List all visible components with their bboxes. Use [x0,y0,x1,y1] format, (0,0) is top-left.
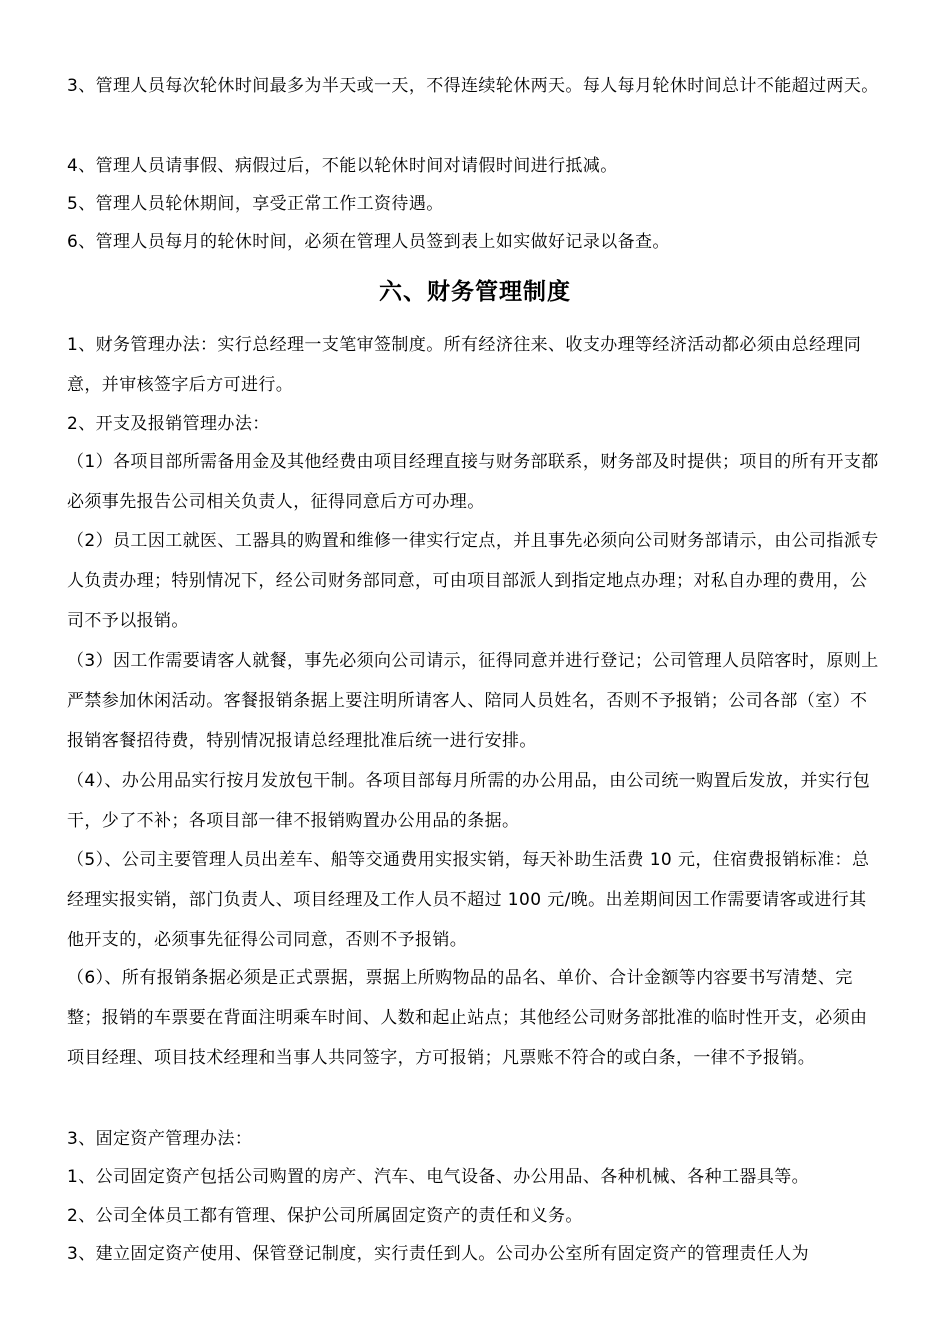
rule-item: 1、公司固定资产包括公司购置的房产、汽车、电气设备、办公用品、各种机械、各种工器具等。 [67,1167,810,1187]
rule-item: （6）、所有报销条据必须是正式票据，票据上所购物品的品名、单价、合计金额等内容要书写清楚、完整；报销的车票要在背面注明乘车时间、人数和起止站点；其他经公司财务部批准的临时性开支，必须由项目经理、项目技术经理和当事人共同签字，方可报销；凡票账不符合的或白条，一律不予报销。 [67,968,868,1068]
rule-item: 3、建立固定资产使用、保管登记制度，实行责任到人。公司办公室所有固定资产的管理责任人为 [67,1244,810,1264]
rule-item: （3）因工作需要请客人就餐，事先必须向公司请示，征得同意并进行登记；公司管理人员陪客时，原则上严禁参加休闲活动。客餐报销条据上要注明所请客人、陪同人员姓名，否则不予报销；公司各部（室）不报销客餐招待费，特别情况报请总经理批准后统一进行安排。 [67,651,879,751]
rule-item: 3、管理人员每次轮休时间最多为半天或一天，不得连续轮休两天。每人每月轮休时间总计不能超过两天。 [67,76,879,96]
rule-item: 4、管理人员请事假、病假过后，不能以轮休时间对请假时间进行抵减。 [67,156,618,176]
rule-item: （5）、公司主要管理人员出差车、船等交通费用实报实销，每天补助生活费 10 元，住宿费报销标准：总经理实报实销，部门负责人、项目经理及工作人员不超过 100 元/晚。出差期间因工作需要请客或进行其他开支的，必须事先征得公司同意，否则不予报销。 [67,850,870,950]
rule-item: （1）各项目部所需备用金及其他经费由项目经理直接与财务部联系，财务部及时提供；项目的所有开支都必须事先报告公司相关负责人，征得同意后方可办理。 [67,452,879,512]
section-title: 六、财务管理制度 [379,279,571,305]
rule-item: 3、固定资产管理办法： [67,1129,253,1149]
rule-item: 6、管理人员每月的轮休时间，必须在管理人员签到表上如实做好记录以备查。 [67,232,670,252]
rule-item: 2、公司全体员工都有管理、保护公司所属固定资产的责任和义务。 [67,1206,583,1226]
rule-item: 2、开支及报销管理办法： [67,414,270,434]
rule-item: （4）、办公用品实行按月发放包干制。各项目部每月所需的办公用品，由公司统一购置后发放，并实行包干，少了不补；各项目部一律不报销购置办公用品的条据。 [67,771,871,831]
rule-item: 5、管理人员轮休期间，享受正常工作工资待遇。 [67,194,444,214]
rule-item: （2）员工因工就医、工器具的购置和维修一律实行定点，并且事先必须向公司财务部请示，由公司指派专人负责办理；特别情况下，经公司财务部同意，可由项目部派人到指定地点办理；对私自办理的费用，公司不予以报销。 [67,531,879,631]
rule-item: 1、财务管理办法：实行总经理一支笔审签制度。所有经济往来、收支办理等经济活动都必须由总经理同意，并审核签字后方可进行。 [67,335,862,395]
